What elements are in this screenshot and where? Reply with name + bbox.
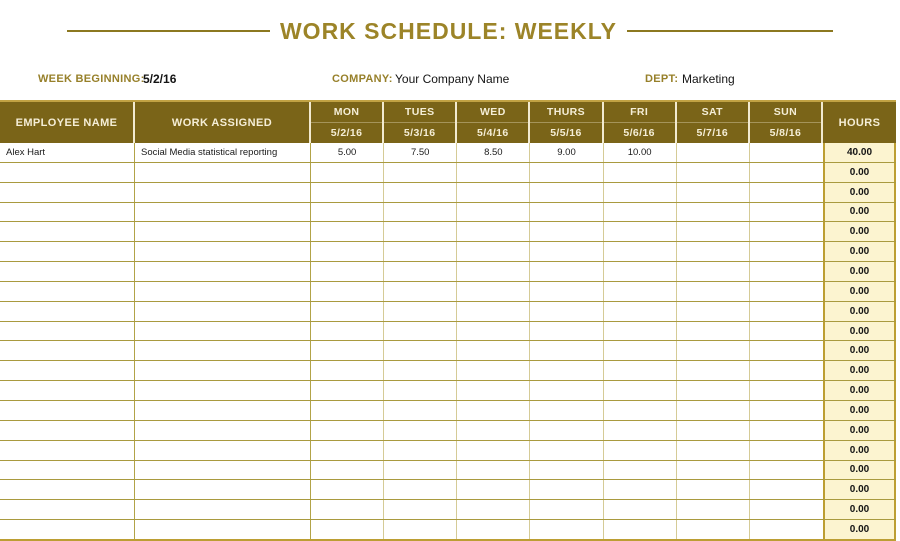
company-label: COMPANY: — [332, 73, 393, 85]
sun-hours-cell[interactable] — [750, 421, 823, 440]
fri-hours-cell[interactable] — [604, 163, 677, 182]
work-assigned-cell[interactable] — [135, 242, 311, 261]
table-body — [0, 143, 896, 539]
fri-hours-cell[interactable] — [604, 203, 677, 222]
employee-name-cell[interactable] — [0, 520, 135, 539]
day-name-label: SAT — [701, 106, 723, 118]
fri-hours-cell[interactable] — [604, 361, 677, 380]
work-assigned-cell[interactable] — [135, 282, 311, 301]
thurs-hours-cell[interactable] — [530, 341, 603, 360]
employee-name-cell[interactable] — [0, 183, 135, 202]
work-assigned-cell[interactable] — [135, 203, 311, 222]
mon-hours-cell[interactable] — [311, 242, 384, 261]
employee-name-cell[interactable] — [0, 361, 135, 380]
mon-hours-cell[interactable] — [311, 480, 384, 499]
day-date-label: 5/8/16 — [750, 122, 821, 143]
work-assigned-cell[interactable] — [135, 302, 311, 321]
tues-hours-cell[interactable] — [384, 302, 457, 321]
col-header-fri — [604, 102, 677, 143]
table-row — [0, 341, 896, 361]
wed-hours-cell[interactable] — [457, 341, 530, 360]
wed-hours-cell[interactable] — [457, 381, 530, 400]
sat-hours-cell[interactable] — [677, 520, 750, 539]
wed-hours-cell[interactable] — [457, 262, 530, 281]
work-assigned-cell[interactable] — [135, 401, 311, 420]
table-row — [0, 242, 896, 262]
wed-hours-cell[interactable] — [457, 401, 530, 420]
thurs-hours-cell[interactable] — [530, 183, 603, 202]
fri-hours-cell[interactable] — [604, 302, 677, 321]
work-assigned-cell[interactable] — [135, 341, 311, 360]
mon-hours-cell[interactable]: 5.00 — [311, 143, 384, 162]
fri-hours-cell[interactable] — [604, 282, 677, 301]
table-header-row — [0, 102, 896, 143]
fri-hours-cell[interactable] — [604, 242, 677, 261]
col-header-sun — [750, 102, 823, 143]
mon-hours-cell[interactable] — [311, 163, 384, 182]
sun-hours-cell[interactable] — [750, 282, 823, 301]
sat-hours-cell[interactable] — [677, 361, 750, 380]
table-row — [0, 282, 896, 302]
employee-name-cell[interactable] — [0, 421, 135, 440]
wed-hours-cell[interactable] — [457, 222, 530, 241]
col-header-wed — [457, 102, 530, 143]
mon-hours-cell[interactable] — [311, 341, 384, 360]
wed-hours-cell[interactable] — [457, 282, 530, 301]
work-assigned-cell[interactable] — [135, 500, 311, 519]
thurs-hours-cell[interactable] — [530, 441, 603, 460]
tues-hours-cell[interactable] — [384, 520, 457, 539]
table-row — [0, 381, 896, 401]
tues-hours-cell[interactable] — [384, 500, 457, 519]
total-hours-cell: 0.00 — [823, 421, 896, 440]
work-assigned-cell[interactable] — [135, 322, 311, 341]
table-row — [0, 322, 896, 342]
table-row — [0, 222, 896, 242]
company-value[interactable]: Your Company Name — [395, 72, 510, 86]
sun-hours-cell[interactable] — [750, 222, 823, 241]
wed-hours-cell[interactable] — [457, 500, 530, 519]
thurs-hours-cell[interactable] — [530, 421, 603, 440]
wed-hours-cell[interactable] — [457, 322, 530, 341]
info-row — [0, 62, 900, 96]
wed-hours-cell[interactable] — [457, 441, 530, 460]
sun-hours-cell[interactable] — [750, 480, 823, 499]
thurs-hours-cell[interactable] — [530, 282, 603, 301]
sat-hours-cell[interactable] — [677, 163, 750, 182]
employee-name-cell[interactable] — [0, 480, 135, 499]
table-row — [0, 520, 896, 539]
wed-hours-cell[interactable] — [457, 302, 530, 321]
sat-hours-cell[interactable] — [677, 203, 750, 222]
mon-hours-cell[interactable] — [311, 461, 384, 480]
total-hours-cell: 0.00 — [823, 282, 896, 301]
sun-hours-cell[interactable] — [750, 183, 823, 202]
day-date-label: 5/2/16 — [311, 122, 382, 143]
tues-hours-cell[interactable] — [384, 163, 457, 182]
sun-hours-cell[interactable] — [750, 203, 823, 222]
table-row — [0, 461, 896, 481]
sat-hours-cell[interactable] — [677, 143, 750, 162]
sat-hours-cell[interactable] — [677, 461, 750, 480]
thurs-hours-cell[interactable] — [530, 401, 603, 420]
employee-name-cell[interactable] — [0, 262, 135, 281]
thurs-hours-cell[interactable] — [530, 381, 603, 400]
sat-hours-cell[interactable] — [677, 480, 750, 499]
fri-hours-cell[interactable] — [604, 183, 677, 202]
total-hours-cell: 0.00 — [823, 262, 896, 281]
mon-hours-cell[interactable] — [311, 441, 384, 460]
col-header-tues — [384, 102, 457, 143]
tues-hours-cell[interactable] — [384, 421, 457, 440]
wed-hours-cell[interactable] — [457, 163, 530, 182]
tues-hours-cell[interactable] — [384, 222, 457, 241]
table-row — [0, 421, 896, 441]
sat-hours-cell[interactable] — [677, 500, 750, 519]
sat-hours-cell[interactable] — [677, 441, 750, 460]
fri-hours-cell[interactable] — [604, 381, 677, 400]
total-hours-cell: 0.00 — [823, 302, 896, 321]
fri-hours-cell[interactable] — [604, 500, 677, 519]
tues-hours-cell[interactable] — [384, 322, 457, 341]
employee-name-cell[interactable] — [0, 500, 135, 519]
mon-hours-cell[interactable] — [311, 381, 384, 400]
total-hours-cell: 0.00 — [823, 381, 896, 400]
work-assigned-cell[interactable]: Social Media statistical reporting — [135, 143, 311, 162]
work-assigned-cell[interactable] — [135, 421, 311, 440]
table-row — [0, 500, 896, 520]
sun-hours-cell[interactable] — [750, 361, 823, 380]
total-hours-cell: 0.00 — [823, 441, 896, 460]
sat-hours-cell[interactable] — [677, 381, 750, 400]
tues-hours-cell[interactable] — [384, 381, 457, 400]
fri-hours-cell[interactable] — [604, 441, 677, 460]
fri-hours-cell[interactable]: 10.00 — [604, 143, 677, 162]
work-assigned-cell[interactable] — [135, 480, 311, 499]
work-assigned-cell[interactable] — [135, 381, 311, 400]
thurs-hours-cell[interactable] — [530, 203, 603, 222]
thurs-hours-cell[interactable]: 9.00 — [530, 143, 603, 162]
sun-hours-cell[interactable] — [750, 143, 823, 162]
total-hours-cell: 0.00 — [823, 163, 896, 182]
sat-hours-cell[interactable] — [677, 322, 750, 341]
fri-hours-cell[interactable] — [604, 461, 677, 480]
tues-hours-cell[interactable] — [384, 341, 457, 360]
mon-hours-cell[interactable] — [311, 282, 384, 301]
sat-hours-cell[interactable] — [677, 421, 750, 440]
tues-hours-cell[interactable] — [384, 262, 457, 281]
sun-hours-cell[interactable] — [750, 163, 823, 182]
col-header-work-assigned: WORK ASSIGNED — [135, 102, 311, 143]
tues-hours-cell[interactable] — [384, 203, 457, 222]
sat-hours-cell[interactable] — [677, 341, 750, 360]
wed-hours-cell[interactable] — [457, 242, 530, 261]
total-hours-cell: 0.00 — [823, 322, 896, 341]
tues-hours-cell[interactable] — [384, 480, 457, 499]
table-row — [0, 361, 896, 381]
fri-hours-cell[interactable] — [604, 421, 677, 440]
employee-name-cell[interactable] — [0, 282, 135, 301]
sun-hours-cell[interactable] — [750, 341, 823, 360]
work-assigned-cell[interactable] — [135, 262, 311, 281]
thurs-hours-cell[interactable] — [530, 163, 603, 182]
thurs-hours-cell[interactable] — [530, 361, 603, 380]
total-hours-cell: 0.00 — [823, 341, 896, 360]
table-row — [0, 143, 896, 163]
tues-hours-cell[interactable] — [384, 401, 457, 420]
work-assigned-cell[interactable] — [135, 441, 311, 460]
dept-value[interactable]: Marketing — [682, 72, 735, 86]
total-hours-cell: 0.00 — [823, 222, 896, 241]
employee-name-cell[interactable] — [0, 381, 135, 400]
table-row — [0, 203, 896, 223]
day-date-label: 5/6/16 — [604, 122, 675, 143]
tues-hours-cell[interactable] — [384, 242, 457, 261]
sun-hours-cell[interactable] — [750, 401, 823, 420]
week-beginning-label: WEEK BEGINNING: — [38, 73, 145, 85]
table-row — [0, 163, 896, 183]
mon-hours-cell[interactable] — [311, 401, 384, 420]
total-hours-cell: 40.00 — [823, 143, 896, 162]
total-hours-cell: 0.00 — [823, 361, 896, 380]
work-assigned-cell[interactable] — [135, 520, 311, 539]
fri-hours-cell[interactable] — [604, 480, 677, 499]
thurs-hours-cell[interactable] — [530, 500, 603, 519]
fri-hours-cell[interactable] — [604, 401, 677, 420]
tues-hours-cell[interactable] — [384, 461, 457, 480]
total-hours-cell: 0.00 — [823, 520, 896, 539]
sun-hours-cell[interactable] — [750, 500, 823, 519]
mon-hours-cell[interactable] — [311, 302, 384, 321]
fri-hours-cell[interactable] — [604, 222, 677, 241]
fri-hours-cell[interactable] — [604, 520, 677, 539]
tues-hours-cell[interactable] — [384, 441, 457, 460]
sun-hours-cell[interactable] — [750, 262, 823, 281]
tues-hours-cell[interactable] — [384, 183, 457, 202]
sat-hours-cell[interactable] — [677, 302, 750, 321]
table-row — [0, 401, 896, 421]
wed-hours-cell[interactable] — [457, 421, 530, 440]
tues-hours-cell[interactable]: 7.50 — [384, 143, 457, 162]
total-hours-cell: 0.00 — [823, 183, 896, 202]
mon-hours-cell[interactable] — [311, 520, 384, 539]
thurs-hours-cell[interactable] — [530, 322, 603, 341]
day-name-label: WED — [480, 106, 506, 118]
employee-name-cell[interactable] — [0, 302, 135, 321]
total-hours-cell: 0.00 — [823, 461, 896, 480]
sun-hours-cell[interactable] — [750, 322, 823, 341]
total-hours-cell: 0.00 — [823, 480, 896, 499]
day-name-label: MON — [333, 106, 360, 118]
mon-hours-cell[interactable] — [311, 203, 384, 222]
fri-hours-cell[interactable] — [604, 322, 677, 341]
wed-hours-cell[interactable] — [457, 461, 530, 480]
day-name-label: THURS — [546, 106, 586, 118]
title-rule-right — [627, 30, 833, 32]
mon-hours-cell[interactable] — [311, 322, 384, 341]
fri-hours-cell[interactable] — [604, 341, 677, 360]
total-hours-cell: 0.00 — [823, 203, 896, 222]
day-name-label: FRI — [630, 106, 649, 118]
sun-hours-cell[interactable] — [750, 461, 823, 480]
work-assigned-cell[interactable] — [135, 163, 311, 182]
employee-name-cell[interactable] — [0, 242, 135, 261]
mon-hours-cell[interactable] — [311, 222, 384, 241]
table-row — [0, 480, 896, 500]
total-hours-cell: 0.00 — [823, 500, 896, 519]
col-header-sat — [677, 102, 750, 143]
table-row — [0, 441, 896, 461]
mon-hours-cell[interactable] — [311, 500, 384, 519]
sat-hours-cell[interactable] — [677, 222, 750, 241]
wed-hours-cell[interactable] — [457, 361, 530, 380]
thurs-hours-cell[interactable] — [530, 480, 603, 499]
title-rule-left — [67, 30, 270, 32]
sun-hours-cell[interactable] — [750, 302, 823, 321]
col-header-employee-name: EMPLOYEE NAME — [0, 102, 135, 143]
sat-hours-cell[interactable] — [677, 282, 750, 301]
title-row — [0, 12, 900, 50]
fri-hours-cell[interactable] — [604, 262, 677, 281]
sun-hours-cell[interactable] — [750, 441, 823, 460]
wed-hours-cell[interactable] — [457, 203, 530, 222]
work-assigned-cell[interactable] — [135, 461, 311, 480]
sat-hours-cell[interactable] — [677, 262, 750, 281]
wed-hours-cell[interactable] — [457, 520, 530, 539]
thurs-hours-cell[interactable] — [530, 302, 603, 321]
day-date-label: 5/4/16 — [457, 122, 528, 143]
col-header-mon — [311, 102, 384, 143]
col-header-hours: HOURS — [838, 116, 881, 129]
thurs-hours-cell[interactable] — [530, 262, 603, 281]
employee-name-cell[interactable] — [0, 203, 135, 222]
wed-hours-cell[interactable] — [457, 183, 530, 202]
tues-hours-cell[interactable] — [384, 361, 457, 380]
table-row — [0, 262, 896, 282]
work-assigned-cell[interactable] — [135, 361, 311, 380]
page-title: WORK SCHEDULE: WEEKLY — [279, 17, 618, 44]
total-hours-cell: 0.00 — [823, 401, 896, 420]
work-assigned-cell[interactable] — [135, 183, 311, 202]
col-header-thurs — [530, 102, 603, 143]
employee-name-cell[interactable] — [0, 401, 135, 420]
day-date-label: 5/7/16 — [677, 122, 748, 143]
day-date-label: 5/3/16 — [384, 122, 455, 143]
employee-name-cell[interactable] — [0, 341, 135, 360]
day-name-label: SUN — [773, 106, 798, 118]
employee-name-cell[interactable] — [0, 322, 135, 341]
thurs-hours-cell[interactable] — [530, 222, 603, 241]
tues-hours-cell[interactable] — [384, 282, 457, 301]
mon-hours-cell[interactable] — [311, 183, 384, 202]
employee-name-cell[interactable] — [0, 441, 135, 460]
mon-hours-cell[interactable] — [311, 421, 384, 440]
sat-hours-cell[interactable] — [677, 401, 750, 420]
sat-hours-cell[interactable] — [677, 242, 750, 261]
wed-hours-cell[interactable]: 8.50 — [457, 143, 530, 162]
mon-hours-cell[interactable] — [311, 262, 384, 281]
thurs-hours-cell[interactable] — [530, 520, 603, 539]
thurs-hours-cell[interactable] — [530, 461, 603, 480]
sat-hours-cell[interactable] — [677, 183, 750, 202]
week-beginning-value[interactable]: 5/2/16 — [143, 72, 177, 86]
day-name-label: TUES — [404, 106, 435, 118]
table-row — [0, 183, 896, 203]
employee-name-cell[interactable] — [0, 461, 135, 480]
schedule-table — [0, 100, 896, 541]
work-assigned-cell[interactable] — [135, 222, 311, 241]
sun-hours-cell[interactable] — [750, 242, 823, 261]
total-hours-cell: 0.00 — [823, 242, 896, 261]
thurs-hours-cell[interactable] — [530, 242, 603, 261]
wed-hours-cell[interactable] — [457, 480, 530, 499]
employee-name-cell[interactable] — [0, 163, 135, 182]
mon-hours-cell[interactable] — [311, 361, 384, 380]
day-date-label: 5/5/16 — [530, 122, 601, 143]
dept-label: DEPT: — [645, 73, 679, 85]
employee-name-cell[interactable]: Alex Hart — [0, 143, 135, 162]
sun-hours-cell[interactable] — [750, 381, 823, 400]
table-row — [0, 302, 896, 322]
sun-hours-cell[interactable] — [750, 520, 823, 539]
employee-name-cell[interactable] — [0, 222, 135, 241]
